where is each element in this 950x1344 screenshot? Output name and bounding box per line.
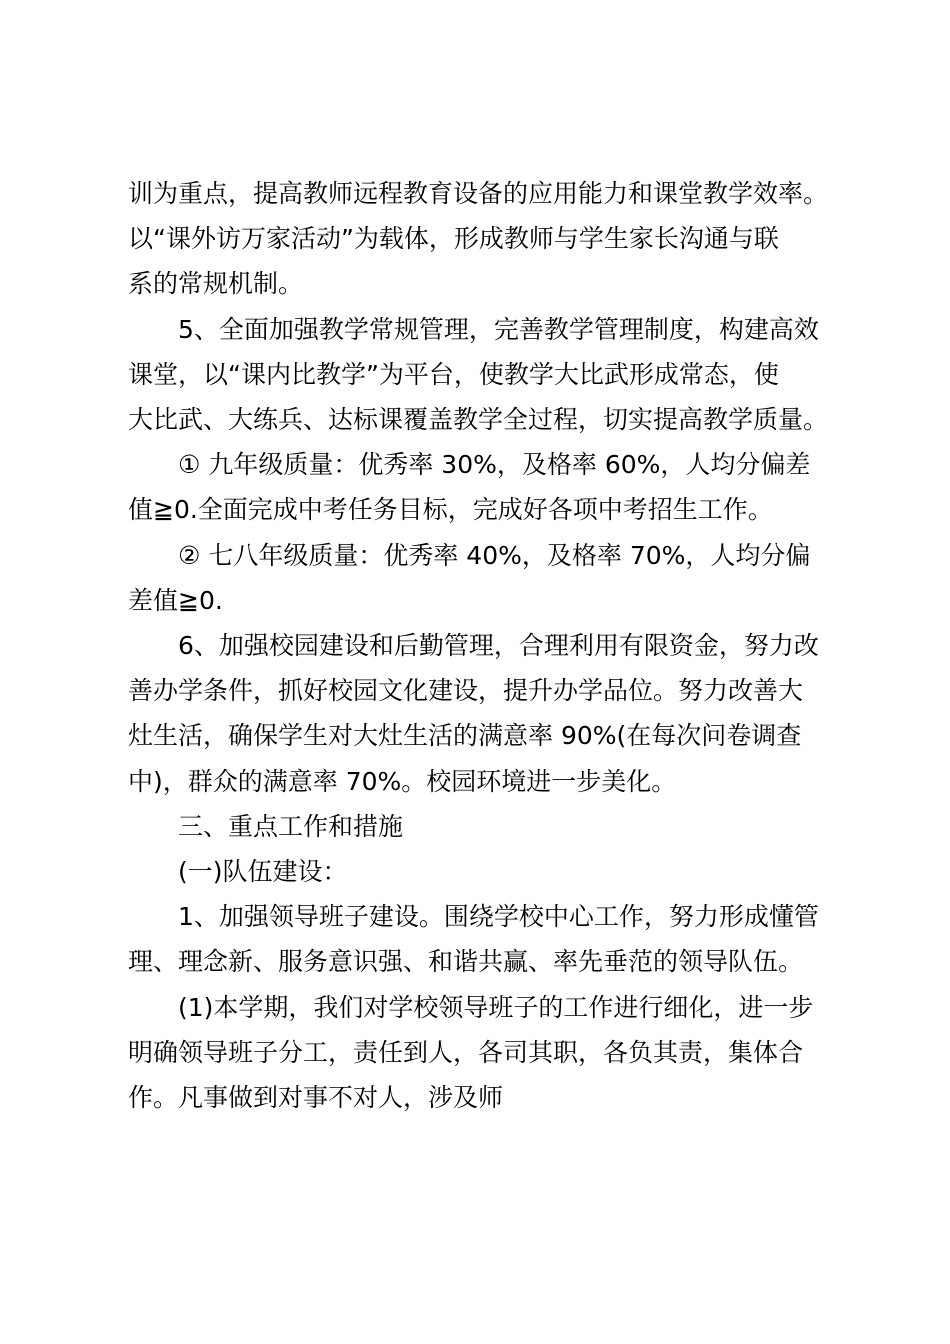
- text-line-18: 理、理念新、服务意识强、和谐共赢、率先垂范的领导队伍。: [128, 947, 804, 977]
- document-body: [128, 171, 840, 1120]
- text-line-19: (1)本学期，我们对学校领导班子的工作进行细化，进一步: [178, 992, 814, 1022]
- text-line-6: 大比武、大练兵、达标课覆盖教学全过程，切实提高教学质量。: [128, 405, 829, 435]
- text-line-4: 5、全面加强教学常规管理，完善教学管理制度，构建高效: [178, 314, 819, 344]
- text-line-5: 课堂，以“课内比教学”为平台，使教学大比武形成常态，使: [128, 359, 779, 389]
- text-line-17: 1、加强领导班子建设。围绕学校中心工作，努力形成懂管: [178, 902, 819, 932]
- section-heading: 三、重点工作和措施: [178, 811, 404, 841]
- text-line-9: ② 七八年级质量：优秀率 40%，及格率 70%，人均分偏: [178, 540, 811, 570]
- text-line-7: ① 九年级质量：优秀率 30%，及格率 60%，人均分偏差: [178, 450, 811, 480]
- text-line-20: 明确领导班子分工，责任到人，各司其职，各负其责，集体合: [128, 1037, 804, 1067]
- subsection-heading: (一)队伍建设：: [178, 857, 348, 887]
- text-line-3: 系的常规机制。: [128, 269, 304, 299]
- text-line-11: 6、加强校园建设和后勤管理，合理利用有限资金，努力改: [178, 631, 819, 661]
- text-line-14: 中)，群众的满意率 70%。校园环境进一步美化。: [128, 766, 677, 796]
- text-line-13: 灶生活，确保学生对大灶生活的满意率 90%(在每次问卷调查: [128, 721, 802, 751]
- text-line-12: 善办学条件，抓好校园文化建设，提升办学品位。努力改善大: [128, 676, 804, 706]
- text-line-10: 差值≧0.: [128, 585, 223, 615]
- text-line-21: 作。凡事做到对事不对人，涉及师: [128, 1083, 504, 1113]
- text-line-2: 以“课外访万家活动”为载体，形成教师与学生家长沟通与联: [128, 224, 779, 254]
- text-line-1: 训为重点，提高教师远程教育设备的应用能力和课堂教学效率。: [128, 179, 829, 208]
- text-line-8: 值≧0.全面完成中考任务目标，完成好各项中考招生工作。: [128, 495, 773, 525]
